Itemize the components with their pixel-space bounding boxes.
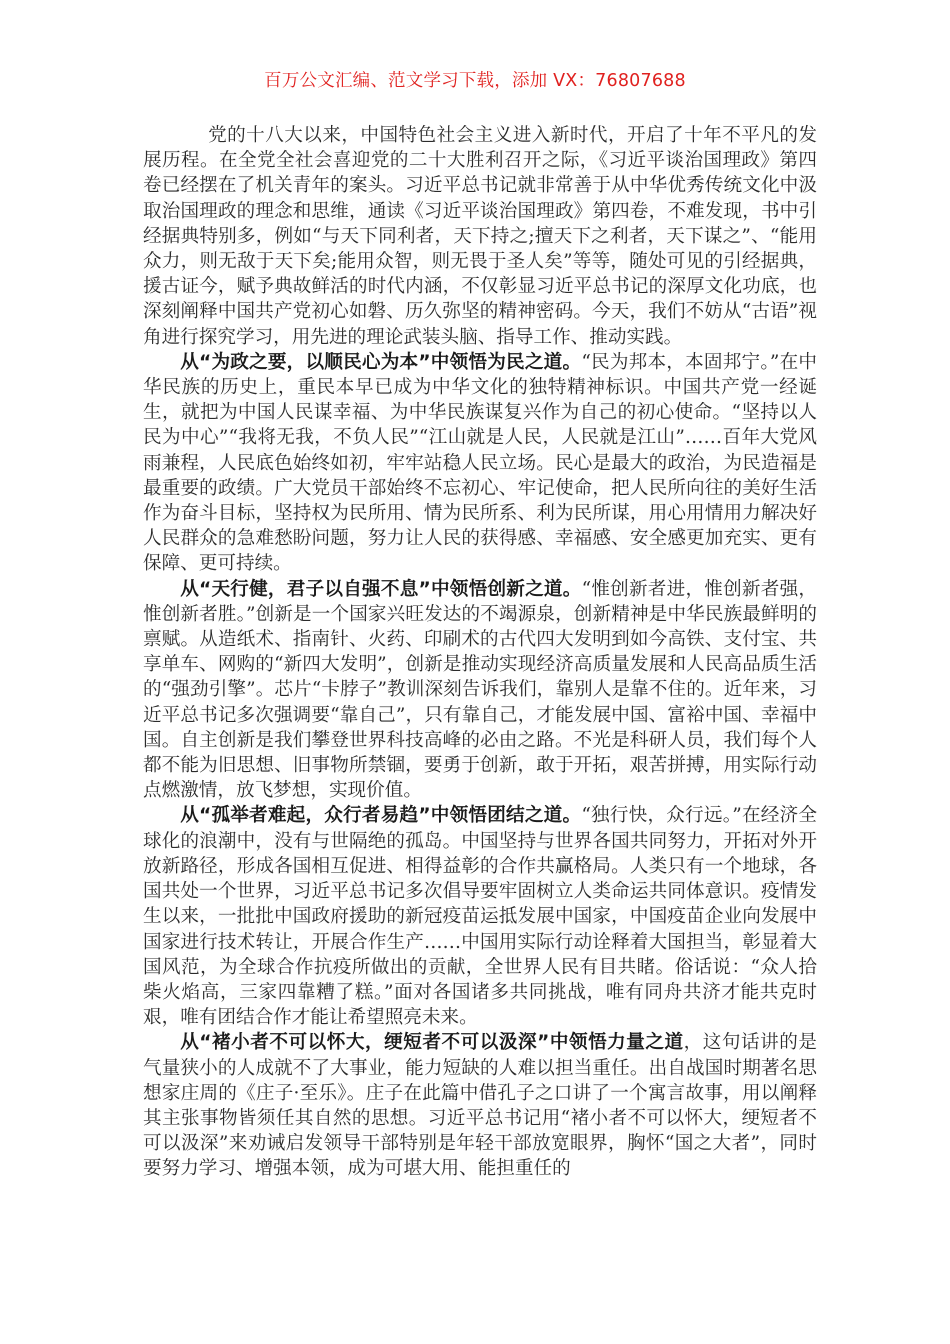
section-paragraph-innovation	[143, 577, 817, 804]
paragraph-text: “惟创新者进，惟创新者强，惟创新者胜。”创新是一个国家兴旺发达的不竭源泉，创新精神是中华民族最鲜明的禀赋。从造纸术、指南针、火药、印刷术的古代四大发明到如今高铁、支付宝、共享单车、网购的“新四大发明”，创新是推动实现经济高质量发展和人民高品质生活的“强劲引擎”。芯片“卡脖子”教训深刻告诉我们，靠别人是靠不住的。近年来，习近平总书记多次强调要“靠自己”，只有靠自己，才能发展中国、富裕中国、幸福中国。自主创新是我们攀登世界科技高峰的必由之路。不光是科研人员，我们每个人都不能为旧思想、旧事物所禁锢，要勇于创新，敢于开拓，艰苦拼搏，用实际行动点燃激情，放飞梦想，实现价值。	[143, 578, 817, 802]
paragraph-lead: 从“褚小者不可以怀大，绠短者不可以汲深”中领悟力量之道	[180, 1032, 684, 1054]
paragraph-text: “民为邦本，本固邦宁。”在中华民族的历史上，重民本早已成为中华文化的独特精神标识。中国共产党一经诞生，就把为中国人民谋幸福、为中华民族谋复兴作为自己的初心使命。“坚持以人民为中心”“我将无我，不负人民”“江山就是人民，人民就是江山”……百年大党风雨兼程，人民底色始终如初，牢牢站稳人民立场。民心是最大的政治，为民造福是最重要的政绩。广大党员干部始终不忘初心、牢记使命，把人民所向往的美好生活作为奋斗目标，坚持权为民所用、情为民所系、利为民所谋，用心用情用力解决好人民群众的急难愁盼问题，努力让人民的获得感、幸福感、安全感更加充实、更有保障、更可持续。	[143, 351, 817, 575]
paragraph-lead: 从“为政之要，以顺民心为本”中领悟为民之道。	[180, 351, 582, 373]
paragraph-text: ，这句话讲的是气量狭小的人成就不了大事业，能力短缺的人难以担当重任。出自战国时期著名思想家庄周的《庄子·至乐》。庄子在此篇中借孔子之口讲了一个寓言故事，用以阐释其主张事物皆须任其自然的思想。习近平总书记用“褚小者不可以怀大，绠短者不可以汲深”来劝诫启发领导干部特别是年轻干部放宽眼界，胸怀“国之大者”，同时要努力学习、增强本领，成为可堪大用、能担重任的	[143, 1032, 817, 1180]
section-paragraph-unity	[143, 803, 817, 1030]
promo-banner: 百万公文汇编、范文学习下载，添加 VX：76807688	[264, 71, 686, 91]
section-paragraph-strength	[143, 1030, 817, 1181]
paragraph-lead: 从“孤举者难起，众行者易趋”中领悟团结之道。	[180, 805, 582, 827]
intro-paragraph	[143, 123, 817, 350]
document-body	[143, 123, 817, 1182]
paragraph-text: 党的十八大以来，中国特色社会主义进入新时代，开启了十年不平凡的发展历程。在全党全社会喜迎党的二十大胜利召开之际，《习近平谈治国理政》第四卷已经摆在了机关青年的案头。习近平总书记就非常善于从中华优秀传统文化中汲取治国理政的理念和思维，通读《习近平谈治国理政》第四卷，不难发现，书中引经据典特别多，例如“与天下同利者，天下持之;擅天下之利者，天下谋之”、“能用众力，则无敌于天下矣;能用众智，则无畏于圣人矣”等等，随处可见的引经据典，援古证今，赋予典故鲜活的时代内涵，不仅彰显习近平总书记的深厚文化功底，也深刻阐释中国共产党初心如磐、历久弥坚的精神密码。今天，我们不妨从“古语”视角进行探究学习，用先进的理论武装头脑、指导工作、推动实践。	[143, 125, 817, 348]
paragraph-text: “独行快，众行远。”在经济全球化的浪潮中，没有与世隔绝的孤岛。中国坚持与世界各国共同努力，开拓对外开放新路径，形成各国相互促进、相得益彰的合作共赢格局。人类只有一个地球，各国共处一个世界，习近平总书记多次倡导要牢固树立人类命运共同体意识。疫情发生以来，一批批中国政府援助的新冠疫苗运抵发展中国家，中国疫苗企业向发展中国家进行技术转让，开展合作生产……中国用实际行动诠释着大国担当，彰显着大国风范，为全球合作抗疫所做出的贡献，全世界人民有目共睹。俗话说：“众人拾柴火焰高，三家四靠糟了糕。”面对各国诸多共同挑战，唯有同舟共济才能共克时艰，唯有团结合作才能让希望照亮未来。	[143, 805, 817, 1029]
section-paragraph-people	[143, 350, 817, 577]
paragraph-lead: 从“天行健，君子以自强不息”中领悟创新之道。	[180, 578, 582, 600]
